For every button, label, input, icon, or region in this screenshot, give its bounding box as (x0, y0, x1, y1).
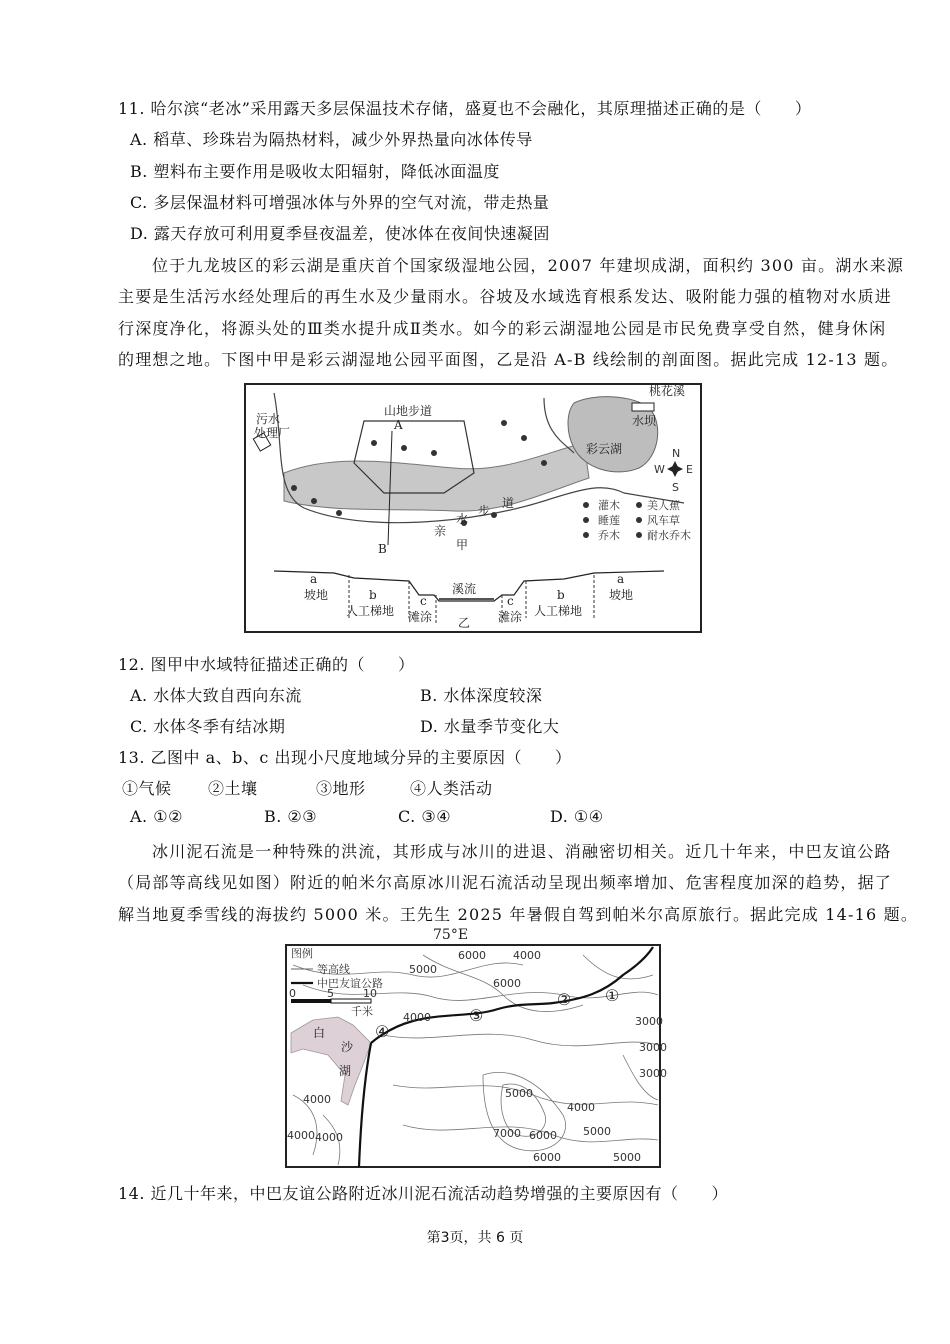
lake-char-2: 沙 (341, 1040, 354, 1054)
compass-w: W (654, 463, 665, 476)
scale-unit: 千米 (351, 1005, 373, 1018)
q11-option-c: C. 多层保温材料可增强冰体与外界的空气对流，带走热量 (130, 193, 550, 212)
trail-char-4: 道 (502, 496, 515, 510)
profile-slope-right: 坡地 (609, 588, 634, 602)
contour-label-15: 6000 (529, 1129, 557, 1142)
trail-char-1: 亲 (434, 524, 447, 538)
legend-tree: 乔木 (598, 529, 620, 542)
profile-slope-left: 坡地 (304, 588, 329, 602)
sewage-plant-label-1: 污水 (256, 412, 281, 426)
label-jia: 甲 (456, 538, 469, 552)
profile-beach-left: 滩涂 (408, 610, 433, 624)
trail-char-3: 步 (478, 504, 491, 518)
q12-option-d: D. 水量季节变化大 (420, 717, 560, 736)
q13-item-3: ③地形 (316, 779, 366, 798)
trail-char-2: 水 (456, 512, 469, 526)
page-footer: 第3页，共 6 页 (426, 1230, 524, 1246)
passage1-line-1: 位于九龙坡区的彩云湖是重庆首个国家级湿地公园，2007 年建坝成湖，面积约 300 亩。湖水来源 (152, 256, 905, 275)
passage2-line-1: 冰川泥石流是一种特殊的洪流，其形成与冰川的进退、消融密切相关。近几十年来，中巴友谊公路 (152, 842, 892, 861)
q11-option-a: A. 稻草、珍珠岩为隔热材料，减少外界热量向冰体传导 (130, 130, 533, 149)
q13-item-1: ①气候 (122, 779, 172, 798)
legend-title: 图例 (291, 947, 313, 960)
q11-option-b: B. 塑料布主要作用是吸收太阳辐射，降低冰面温度 (130, 162, 500, 181)
passage2-line-3: 解当地夏季雪线的海拔约 5000 米。王先生 2025 年暑假自驾到帕米尔高原旅行。据此完成 14-16 题。 (118, 905, 919, 924)
profile-terrace-left: 人工梯地 (346, 604, 395, 618)
contour-label-12: 4000 (287, 1129, 315, 1142)
legend-cyperus: 风车草 (647, 514, 680, 527)
compass-n: N (672, 447, 681, 460)
scale-10: 10 (363, 987, 377, 1000)
contour-label-7: 3000 (639, 1041, 667, 1054)
contour-label-4: 6000 (493, 977, 521, 990)
scale-0: 0 (289, 987, 296, 1000)
q12-option-c: C. 水体冬季有结冰期 (130, 717, 286, 736)
contour-label-18: 6000 (533, 1151, 561, 1164)
legend-lotus: 睡莲 (598, 514, 620, 527)
profile-beach-right: 滩涂 (498, 610, 523, 624)
dam-label: 水坝 (632, 414, 657, 428)
point-4: ④ (375, 1022, 390, 1041)
contour-label-16: 5000 (583, 1125, 611, 1138)
contour-label-10: 4000 (567, 1101, 595, 1114)
point-3: ③ (469, 1006, 484, 1025)
contour-label-1: 5000 (409, 963, 437, 976)
legend-canna: 美人蕉 (647, 499, 680, 512)
scale-5: 5 (327, 987, 334, 1000)
q13-stem: 13. 乙图中 a、b、c 出现小尺度地域分异的主要原因（ ） (118, 748, 572, 767)
contour-label-13: 4000 (315, 1131, 343, 1144)
mountain-trail-label: 山地步道 (384, 404, 433, 418)
q12-stem: 12. 图甲中水域特征描述正确的（ ） (118, 655, 415, 674)
legend-shrub: 灌木 (598, 499, 620, 512)
profile-c-right: c (507, 594, 514, 608)
profile-terrace-right: 人工梯地 (534, 604, 583, 618)
contour-label-14: 7000 (493, 1127, 521, 1140)
contour-label-5: 4000 (403, 1011, 431, 1024)
profile-c-left: c (420, 594, 427, 608)
contour-label-8: 3000 (639, 1067, 667, 1080)
legend-road: 中巴友谊公路 (317, 977, 383, 990)
contour-label-11: 4000 (303, 1093, 331, 1106)
contour-label-17: 5000 (613, 1151, 641, 1164)
peach-creek-label: 桃花溪 (649, 384, 686, 398)
q13-option-c: C. ③④ (398, 807, 452, 826)
contour-label-3: 4000 (513, 949, 541, 962)
lake-label: 彩云湖 (586, 442, 623, 456)
label-a: A (394, 418, 403, 432)
wetland-park-figure (244, 383, 702, 633)
profile-b-right: b (557, 588, 565, 602)
q12-option-a: A. 水体大致自西向东流 (130, 686, 302, 705)
profile-a-right: a (617, 572, 625, 586)
passage1-line-4: 的理想之地。下图中甲是彩云湖湿地公园平面图，乙是沿 A-B 线绘制的剖面图。据此完成 12-13 题。 (118, 350, 899, 369)
q13-item-4: ④人类活动 (410, 779, 493, 798)
q13-item-2: ②土壤 (208, 779, 258, 798)
passage2-line-2: （局部等高线见如图）附近的帕米尔高原冰川泥石流活动呈现出频率增加、危害程度加深的趋势，据了 (118, 873, 893, 892)
compass-e: E (686, 463, 693, 476)
sewage-plant-label-2: 处理厂 (254, 426, 291, 440)
q11-option-d: D. 露天存放可利用夏季昼夜温差，使冰体在夜间快速凝固 (130, 224, 550, 243)
q13-option-a: A. ①② (130, 807, 183, 826)
profile-a-left: a (310, 572, 318, 586)
lake-char-3: 湖 (339, 1064, 352, 1078)
profile-stream: 溪流 (452, 582, 477, 596)
q13-option-b: B. ②③ (264, 807, 318, 826)
q12-option-b: B. 水体深度较深 (420, 686, 543, 705)
q13-option-d: D. ①④ (550, 807, 604, 826)
point-1: ① (605, 986, 620, 1005)
contour-map-figure (283, 925, 667, 1170)
legend-contour: 等高线 (317, 963, 350, 976)
contour-label-2: 6000 (458, 949, 486, 962)
passage1-line-2: 主要是生活污水经处理后的再生水及少量雨水。谷坡及水域选育根系发达、吸附能力强的植物对水质进 (118, 287, 893, 306)
legend-water-tree: 耐水乔木 (647, 529, 691, 542)
profile-label-yi: 乙 (458, 616, 471, 630)
lake-char-1: 白 (313, 1026, 326, 1040)
longitude-label: 75°E (433, 927, 469, 943)
passage1-line-3: 行深度净化，将源头处的Ⅲ类水提升成Ⅱ类水。如今的彩云湖湿地公园是市民免费享受自然，健身休闲 (118, 319, 887, 338)
contour-label-9: 5000 (505, 1087, 533, 1100)
point-2: ② (557, 990, 572, 1009)
q11-stem: 11. 哈尔滨“老冰”采用露天多层保温技术存储，盛夏也不会融化，其原理描述正确的是（ ） (118, 99, 812, 118)
contour-label-6: 3000 (635, 1015, 663, 1028)
profile-b-left: b (369, 588, 377, 602)
q14-stem: 14. 近几十年来，中巴友谊公路附近冰川泥石流活动趋势增强的主要原因有（ ） (118, 1184, 729, 1203)
compass-s: S (672, 481, 679, 494)
label-b: B (378, 542, 387, 556)
